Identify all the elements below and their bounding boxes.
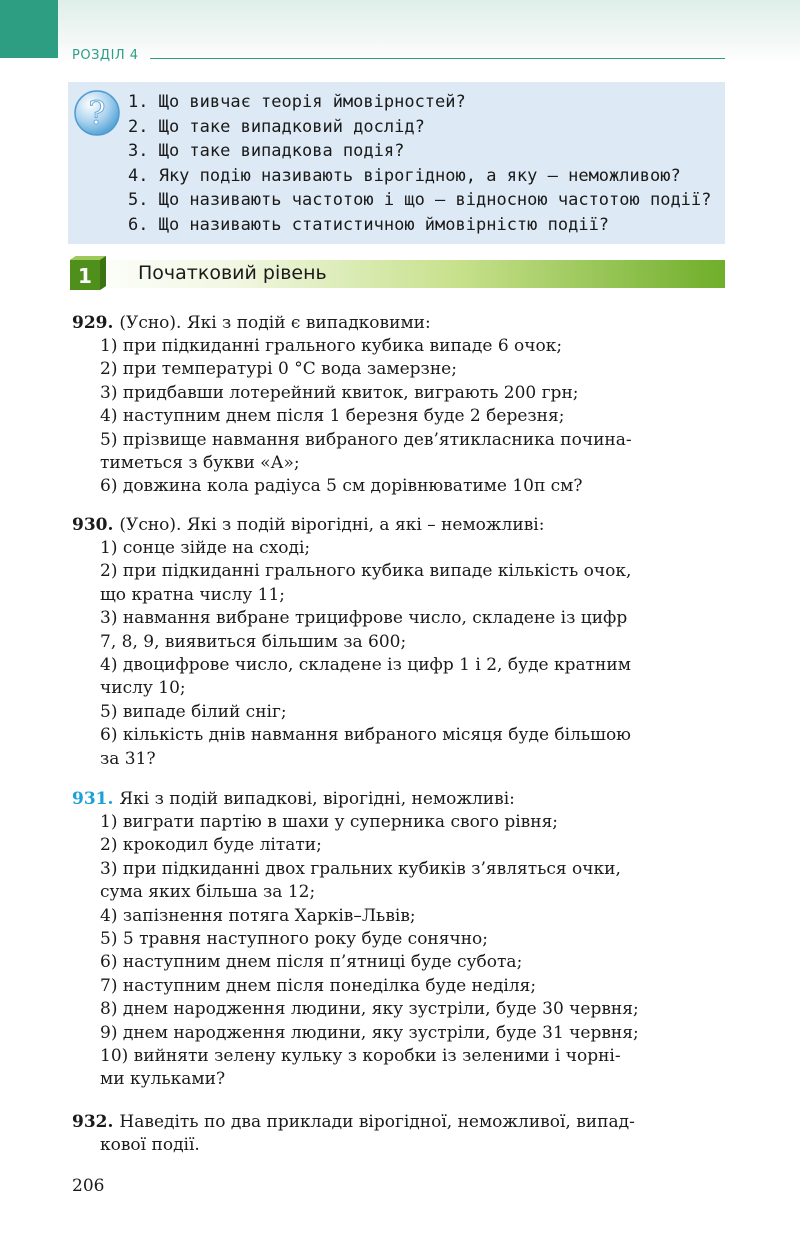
level-badge-icon (70, 256, 106, 290)
exercise-items (72, 811, 732, 1092)
exercise-item: кової події. (100, 1135, 200, 1155)
exercise-item: числу 10; (100, 678, 186, 699)
review-question: 2. Що таке випадковий дослід? (128, 116, 425, 137)
review-question: 1. Що вивчає теорія ймовірностей? (128, 92, 466, 112)
exercise-item: 8) днем народження людини, яку зустріли, буде 30 червня; (100, 999, 639, 1020)
exercise-prompt: (Усно). Які з подій є випадковими: (119, 313, 431, 333)
exercise-heading (72, 513, 732, 537)
exercise-item: 2) крокодил буде літати; (100, 835, 322, 856)
exercise-item: 3) придбавши лотерейний квиток, виграють 200 грн; (100, 382, 579, 403)
exercise-931 (72, 787, 732, 1092)
review-question: 4. Яку подію називають вірогідною, а яку – неможливою? (128, 165, 681, 186)
exercise-prompt: (Усно). Які з подій вірогідні, а які – неможливі: (119, 515, 545, 535)
exercise-929 (72, 311, 732, 499)
exercise-item: 6) довжина кола радіуса 5 см дорівнюватиме 10π см? (100, 476, 583, 497)
exercise-item: 7, 8, 9, виявиться більшим за 600; (100, 631, 407, 652)
exercise-item: 4) запізнення потяга Харків–Львів; (100, 905, 416, 926)
exercise-item: 10) вийняти зелену кульку з коробки із зеленими і чорні- (100, 1046, 621, 1067)
exercise-item: сума яких більша за 12; (100, 882, 316, 903)
exercise-item: 5) прізвище навмання вибраного дев’ятикласника почина- (100, 429, 632, 450)
review-question-list (128, 90, 711, 237)
exercise-item: 4) наступним днем після 1 березня буде 2 березня; (100, 406, 565, 427)
exercise-930 (72, 513, 732, 771)
exercise-item: 2) при підкиданні грального кубика випаде кількість очок, (100, 561, 632, 582)
exercise-number: 930. (72, 515, 114, 535)
corner-block (0, 0, 58, 58)
review-question: 5. Що називають частотою і що – відносною частотою події? (128, 190, 712, 210)
question-mark-icon (72, 88, 122, 138)
exercise-prompt: Наведіть по два приклади вірогідної, неможливої, випад- (119, 1112, 635, 1132)
exercise-heading (72, 311, 732, 335)
exercise-item: 5) випаде білий сніг; (100, 701, 287, 722)
exercise-932 (72, 1110, 732, 1157)
exercise-item: що кратна числу 11; (100, 584, 286, 605)
exercise-item: 5) 5 травня наступного року буде сонячно; (100, 929, 489, 950)
exercise-number: 932. (72, 1112, 114, 1132)
exercise-number: 929. (72, 313, 114, 333)
exercise-number: 931. (72, 789, 114, 809)
exercise-items (72, 537, 732, 771)
exercise-item: 2) при температурі 0 °С вода замерзне; (100, 359, 457, 380)
exercise-item: 6) наступним днем після п’ятниці буде субота; (100, 952, 523, 973)
exercise-item: 3) навмання вибране трицифрове число, складене із цифр (100, 608, 628, 629)
exercise-item: 6) кількість днів навмання вибраного місяця буде більшою (100, 725, 631, 746)
section-label: РОЗДІЛ 4 (72, 48, 139, 63)
exercise-item: 4) двоцифрове число, складене із цифр 1 і 2, буде кратним (100, 655, 631, 676)
exercise-items (72, 335, 732, 499)
exercise-item: 1) при підкиданні грального кубика випаде 6 очок; (100, 336, 563, 356)
exercise-item: 9) днем народження людини, яку зустріли, буде 31 червня; (100, 1022, 639, 1043)
review-question: 6. Що називають статистичною ймовірністю події? (128, 214, 610, 235)
level-badge-number: 1 (78, 264, 92, 288)
review-question: 3. Що таке випадкова подія? (128, 141, 405, 161)
exercise-item: 1) виграти партію в шахи у суперника свого рівня; (100, 812, 559, 832)
exercise-item: 7) наступним днем після понеділка буде неділя; (100, 975, 537, 996)
exercise-heading (72, 1110, 732, 1134)
level-title: Початковий рівень (138, 262, 327, 284)
exercise-item: за 31? (100, 748, 156, 769)
section-rule (150, 58, 725, 59)
exercise-prompt: Які з подій випадкові, вірогідні, неможливі: (119, 789, 515, 809)
exercise-item: 3) при підкиданні двох гральних кубиків з’являться очки, (100, 858, 621, 879)
exercise-item: тиметься з букви «А»; (100, 453, 300, 474)
exercise-heading (72, 787, 732, 811)
page-number: 206 (72, 1176, 105, 1196)
svg-text:?: ? (88, 94, 106, 132)
exercise-item: ми кульками? (100, 1069, 226, 1090)
exercise-items (72, 1134, 732, 1157)
exercise-item: 1) сонце зійде на сході; (100, 538, 311, 558)
